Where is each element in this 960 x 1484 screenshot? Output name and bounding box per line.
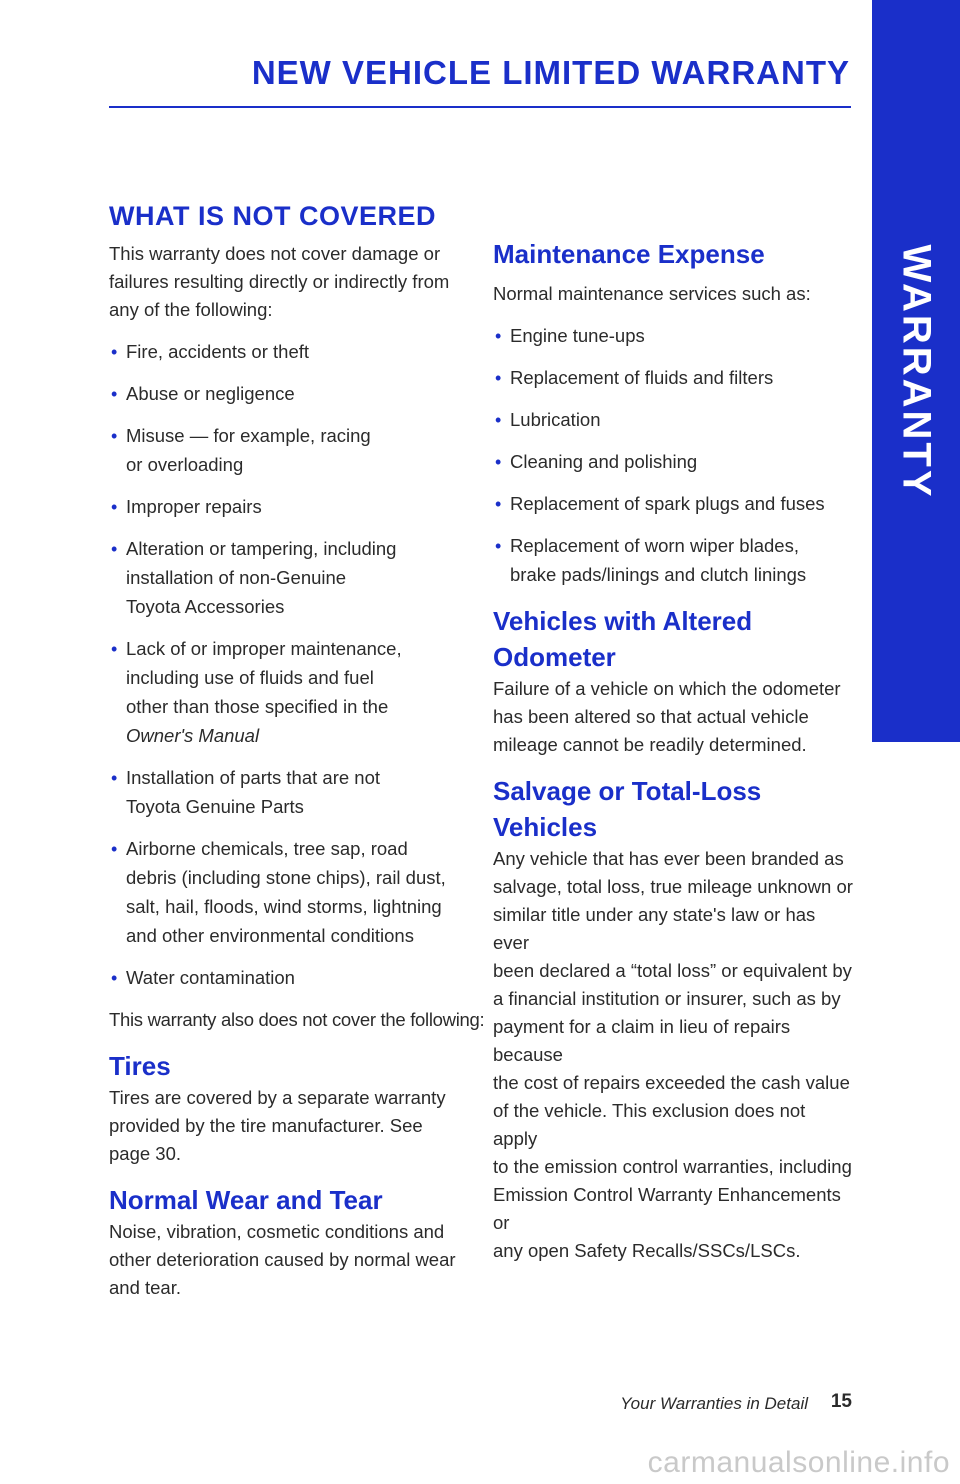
wear-heading: Normal Wear and Tear	[109, 1185, 383, 1215]
bullet-icon: •	[111, 968, 118, 988]
watermark: carmanualsonline.info	[647, 1446, 950, 1479]
not-covered-heading: WHAT IS NOT COVERED	[109, 201, 437, 231]
bullet-icon: •	[495, 410, 502, 430]
bullet-icon: •	[495, 536, 502, 556]
list-item: • Installation of parts that are not Toyota Genuine Parts	[109, 764, 469, 821]
list-item: • Alteration or tampering, including installation of non-Genuine Toyota Accessories	[109, 535, 469, 621]
bullet-icon: •	[111, 639, 118, 659]
footer-section-label: Your Warranties in Detail	[620, 1394, 808, 1413]
section-tab	[872, 0, 960, 742]
odometer-heading: Vehicles with Altered Odometer	[493, 606, 753, 672]
bullet-icon: •	[111, 426, 118, 446]
left-column	[109, 196, 485, 1302]
bullet-icon: •	[495, 326, 502, 346]
list-item: • Misuse — for example, racing or overloading	[109, 422, 469, 479]
maintenance-list	[493, 322, 853, 589]
list-item: • Lubrication	[493, 406, 853, 434]
bullet-icon: •	[111, 839, 118, 859]
list-item: • Lack of or improper maintenance, including use of fluids and fuel other than those specified in the Owner's Manual	[109, 635, 469, 750]
bullet-icon: •	[111, 497, 118, 517]
section-tab-label: WARRANTY	[894, 244, 939, 500]
bullet-icon: •	[495, 494, 502, 514]
bullet-icon: •	[111, 342, 118, 362]
tires-heading: Tires	[109, 1051, 171, 1081]
list-item: • Fire, accidents or theft	[109, 338, 469, 366]
odometer-text: Failure of a vehicle on which the odometer has been altered so that actual vehicle mileage cannot be readily determined.	[493, 678, 841, 755]
list-item: • Replacement of fluids and filters	[493, 364, 853, 392]
maintenance-intro: Normal maintenance services such as:	[493, 283, 811, 304]
maintenance-heading: Maintenance Expense	[493, 239, 765, 269]
bullet-icon: •	[111, 768, 118, 788]
bullet-icon: •	[495, 368, 502, 388]
page-title: NEW VEHICLE LIMITED WARRANTY	[251, 54, 850, 91]
list-item: • Replacement of spark plugs and fuses	[493, 490, 853, 518]
bullet-icon: •	[111, 384, 118, 404]
bullet-icon: •	[111, 539, 118, 559]
list-item: • Replacement of worn wiper blades, brake pads/linings and clutch linings	[493, 532, 853, 589]
title-divider	[109, 106, 851, 108]
salvage-text: Any vehicle that has ever been branded as salvage, total loss, true mileage unknown or similar title under any state's law or has ever been declared a “total loss” or equivalent by a financial institution or insurer, such as by payment for a claim in lieu of repairs because the cost of repairs exceeded the cash value of the vehicle. This exclusion does not apply to the emission control warranties, including Emission Control Warranty Enhancements or any open Safety Recalls/SSCs/LSCs.	[493, 848, 853, 1261]
list-item: • Engine tune-ups	[493, 322, 853, 350]
tires-text: Tires are covered by a separate warranty provided by the tire manufacturer. See page 30.	[109, 1087, 446, 1164]
also-not-covered-text: This warranty also does not cover the following:	[109, 1009, 485, 1030]
list-item: • Improper repairs	[109, 493, 469, 521]
list-item: • Abuse or negligence	[109, 380, 469, 408]
salvage-heading: Salvage or Total-Loss Vehicles	[493, 776, 762, 842]
list-item: • Airborne chemicals, tree sap, road debris (including stone chips), rail dust, salt, hail, floods, wind storms, lightning and other environmental conditions	[109, 835, 469, 950]
bullet-icon: •	[495, 452, 502, 472]
list-item: • Water contamination	[109, 964, 469, 992]
right-column	[493, 236, 853, 1265]
page-number: 15	[830, 1391, 852, 1412]
not-covered-intro: This warranty does not cover damage or failures resulting directly or indirectly from any of the following:	[109, 243, 450, 320]
not-covered-list	[109, 338, 469, 992]
list-item: • Cleaning and polishing	[493, 448, 853, 476]
wear-text: Noise, vibration, cosmetic conditions and other deterioration caused by normal wear and tear.	[109, 1221, 456, 1298]
